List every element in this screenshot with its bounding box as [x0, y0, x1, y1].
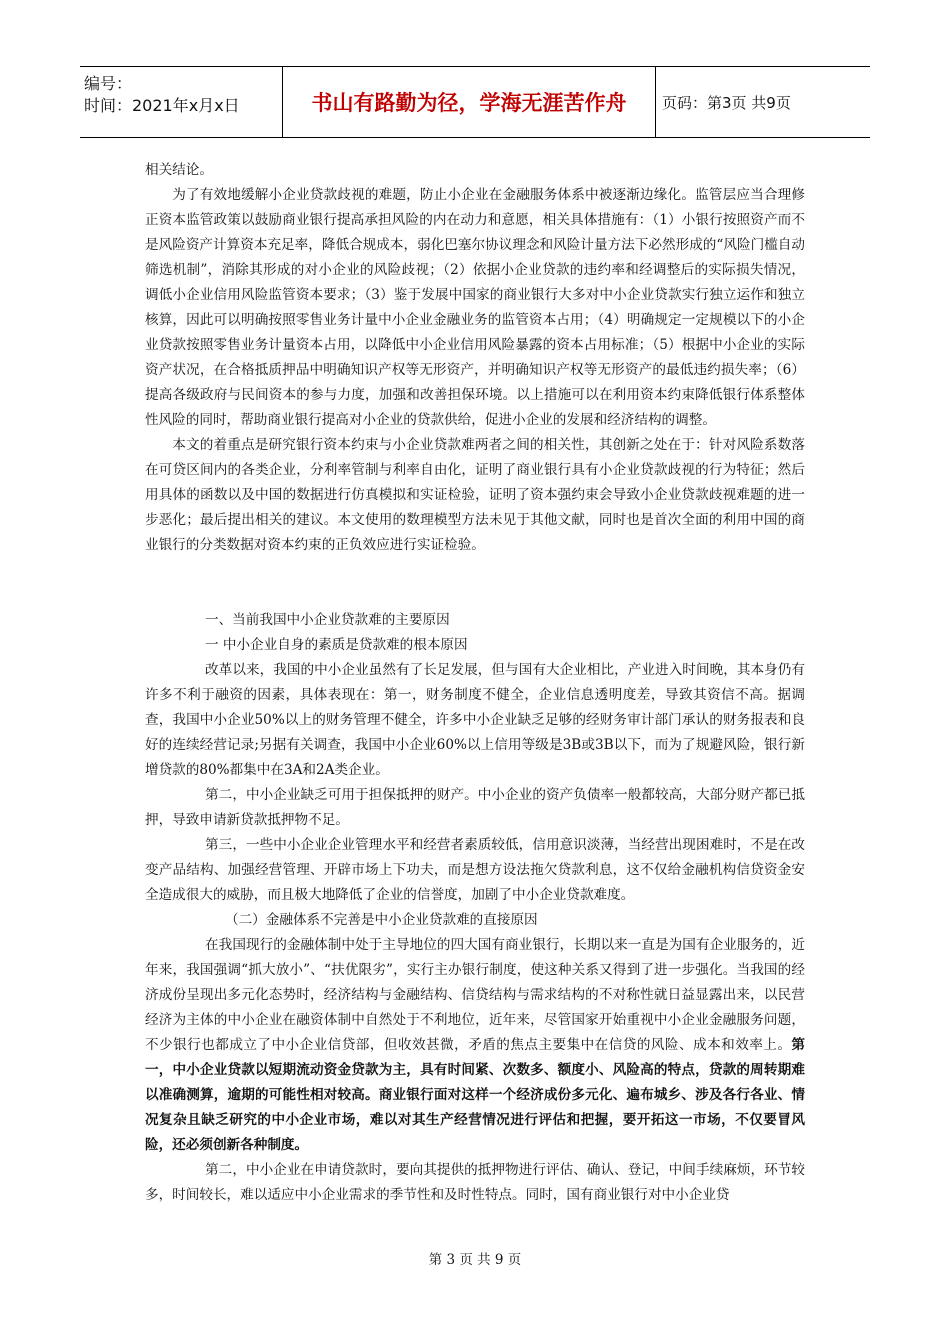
paragraph: 相关结论。 — [145, 162, 213, 178]
paragraph — [145, 658, 805, 783]
document-body — [145, 158, 805, 1208]
paragraph: 为了有效地缓解小企业贷款歧视的难题，防止小企业在金融服务体系中被逐渐边缘化。监管层应当合理修正资本监管政策以鼓励商业银行提高承担风险的内在动力和意愿，相关具体措施有：（1）小银行按照资产而不是风险资产计算资本充足率，降低合规成本，弱化巴塞尔协议理念和风险计量方法下必然形成的“风险门槛自动筛选机制”，消除其形成的对小企业的风险歧视；（2）依据小企业贷款的违约率和经调整后的实际损失情况，调低小企业信用风险监管资本要求；（3）鉴于发展中国家的商业银行大多对中小企业贷款实行独立运作和独立核算，因此可以明确按照零售业务计量中小企业金融业务的监管资本占用；（4）明确规定一定规模以下的小企业贷款按照零售业务计量资本占用，以降低中小企业信用风险暴露的资本占用标准；（5）根据中小企业的实际资产状况，在合格抵质押品中明确知识产权等无形资产，并明确知识产权等无形资产的最低违约损失率；（6）提高各级政府与民间资本的参与力度，加强和改善担保环境。以上措施可以在利用资本约束降低银行体系整体性风险的同时，帮助商业银行提高对小企业的贷款供给，促进小企业的发展和经济结构的调整。 — [145, 187, 805, 428]
paragraph — [145, 1158, 805, 1208]
paragraph — [145, 783, 805, 833]
section-spacer — [145, 558, 805, 608]
paragraph — [145, 833, 805, 908]
paragraph-text: 改革以来，我国的中小企业虽然有了长足发展，但与国有大企业相比，产业进入时间晚，其本身仍有许多不利于融资的因素，具体表现在：第一，财务制度不健全，企业信息透明度差，导致其资信不高。据调查，我国中小企业50%以上的财务管理不健全，许多中小企业缺乏足够的经财务审计部门承认的财务报表和良好的连续经营记录;另据有关调查，我国中小企业60%以上信用等级是3B或3B以下，而为了规避风险，银行新增贷款的80%都集中在3A和2A类企业。 — [145, 662, 805, 778]
paragraph: 本文的着重点是研究银行资本约束与小企业贷款难两者之间的相关性，其创新之处在于：针对风险系数落在可贷区间内的各类企业，分利率管制与利率自由化，证明了商业银行具有小企业贷款歧视的行为特征；然后用具体的函数以及中国的数据进行仿真模拟和实证检验，证明了资本强约束会导致小企业贷款歧视难题的进一步恶化；最后提出相关的建议。本文使用的数理模型方法未见于其他文献，同时也是首次全面的利用中国的商业银行的分类数据对资本约束的正负效应进行实证检验。 — [145, 437, 805, 553]
paragraph-text: 第三，一些中小企业企业管理水平和经营者素质较低，信用意识淡薄，当经营出现困难时，不是在改变产品结构、加强经营管理、开辟市场上下功夫，而是想方设法拖欠贷款利息，这不仅给金融机构信贷资金安全造成很大的威胁，而且极大地降低了企业的信誉度，加剧了中小企业贷款难度。 — [145, 837, 805, 903]
header-page-number: 页码：第3页 共9页 — [662, 93, 791, 112]
paragraph-text: 第二，中小企业在申请贷款时，要向其提供的抵押物进行评估、确认、登记，中间手续麻烦，环节较多，时间较长，难以适应中小企业需求的季节性和及时性特点。同时，国有商业银行对中小企业贷 — [145, 1162, 805, 1203]
paragraph — [145, 933, 805, 1158]
page-header — [80, 66, 870, 138]
document-number: 编号： — [84, 74, 133, 93]
header-motto: 书山有路勤为径，学海无涯苦作舟 — [283, 67, 656, 137]
paragraph-text: 第二，中小企业缺乏可用于担保抵押的财产。中小企业的资产负债率一般都较高，大部分财产都已抵押，导致申请新贷款抵押物不足。 — [145, 787, 805, 828]
section-heading: 一、当前我国中小企业贷款难的主要原因 — [205, 612, 450, 628]
document-date: 时间：2021年x月x日 — [84, 96, 240, 115]
header-meta — [80, 67, 283, 137]
paragraph-text: 在我国现行的金融体制中处于主导地位的四大国有商业银行，长期以来一直是为国有企业服务的，近年来，我国强调“抓大放小”、“扶优限劣”，实行主办银行制度，使这种关系又得到了进一步强化。当我国的经济成份呈现出多元化态势时，经济结构与金融结构、信贷结构与需求结构的不对称性就日益显露出来，以民营经济为主体的中小企业在融资体制中自然处于不利地位，近年来，尽管国家开始重视中小企业金融服务问题，不少银行也都成立了中小企业信贷部，但收效甚微，矛盾的焦点主要集中在信贷的风险、成本和效率上。 — [145, 937, 805, 1053]
bold-text: 第一，中小企业贷款以短期流动资金贷款为主，具有时间紧、次数多、额度小、风险高的特点，贷款的周转期难以准确测算，逾期的可能性相对较高。商业银行面对这样一个经济成份多元化、遍布城乡、涉及各行各业、情况复杂且缺乏研究的中小企业市场，难以对其生产经营情况进行评估和把握，要开拓这一市场，不仅要冒风险，还必须创新各种制度。 — [145, 1037, 805, 1153]
page-footer: 第 3 页 共 9 页 — [428, 1252, 522, 1268]
subsection-heading: （二）金融体系不完善是中小企业贷款难的直接原因 — [225, 912, 538, 928]
subsection-heading: 一 中小企业自身的素质是贷款难的根本原因 — [205, 637, 468, 653]
